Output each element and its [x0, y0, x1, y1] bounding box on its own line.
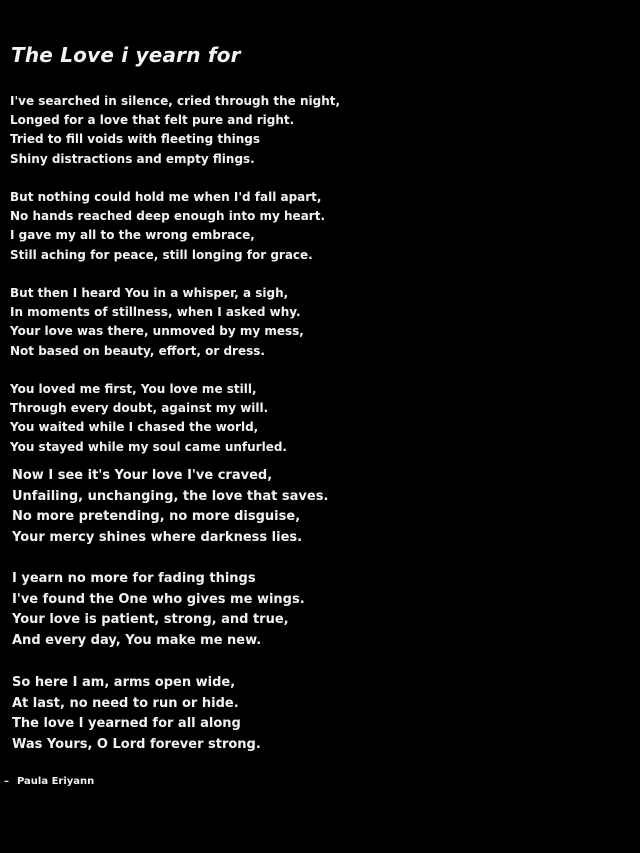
poem-line: Was Yours, O Lord forever strong.: [12, 736, 261, 752]
poem-line: Still aching for peace, still longing for grace.: [10, 247, 313, 262]
poem-line: You loved me first, You love me still,: [10, 382, 257, 396]
poem-line: I gave my all to the wrong embrace,: [10, 228, 255, 243]
poem-author: [4, 776, 94, 787]
author-dash: –: [4, 776, 9, 787]
stanza-4: [10, 380, 287, 457]
stanza-7: [12, 673, 261, 755]
stanza-5: [12, 466, 328, 548]
poem-line: I've found the One who gives me wings.: [12, 591, 305, 607]
poem-line: So here I am, arms open wide,: [12, 675, 236, 690]
poem-line: Not based on beauty, effort, or dress.: [10, 343, 265, 358]
poem-line: And every day, You make me new.: [12, 632, 262, 648]
poem-line: I yearn no more for fading things: [12, 571, 256, 586]
poem-line: Your love is patient, strong, and true,: [12, 612, 289, 628]
author-name: Paula Eriyann: [17, 776, 95, 787]
poem-line: Your mercy shines where darkness lies.: [12, 529, 303, 545]
poem-line: But nothing could hold me when I'd fall apart,: [10, 190, 322, 204]
poem-line: No hands reached deep enough into my heart.: [10, 209, 325, 224]
stanza-2: [10, 188, 325, 265]
stanza-6: [12, 569, 305, 651]
stanza-3: [10, 284, 304, 361]
poem-line: But then I heard You in a whisper, a sigh,: [10, 286, 289, 300]
poem-title: The Love i yearn for: [11, 43, 241, 67]
poem-line: No more pretending, no more disguise,: [12, 509, 301, 525]
poem-line: Now I see it's Your love I've craved,: [12, 468, 273, 483]
poem-line: In moments of stillness, when I asked why.: [10, 305, 301, 320]
poem-line: Your love was there, unmoved by my mess,: [10, 324, 304, 339]
poem-line: At last, no need to run or hide.: [12, 695, 239, 711]
poem-line: Through every doubt, against my will.: [10, 401, 269, 416]
poem-line: You waited while I chased the world,: [10, 420, 259, 435]
poem-line: Tried to fill voids with fleeting things: [10, 132, 261, 147]
poem-line: Unfailing, unchanging, the love that saves.: [12, 488, 329, 504]
poem-line: You stayed while my soul came unfurled.: [10, 439, 287, 454]
poem-line: I've searched in silence, cried through the night,: [10, 94, 341, 108]
poem-line: The love I yearned for all along: [12, 716, 241, 732]
stanza-1: [10, 92, 340, 169]
poem-line: Shiny distractions and empty flings.: [10, 151, 255, 166]
poem-line: Longed for a love that felt pure and right.: [10, 113, 295, 128]
